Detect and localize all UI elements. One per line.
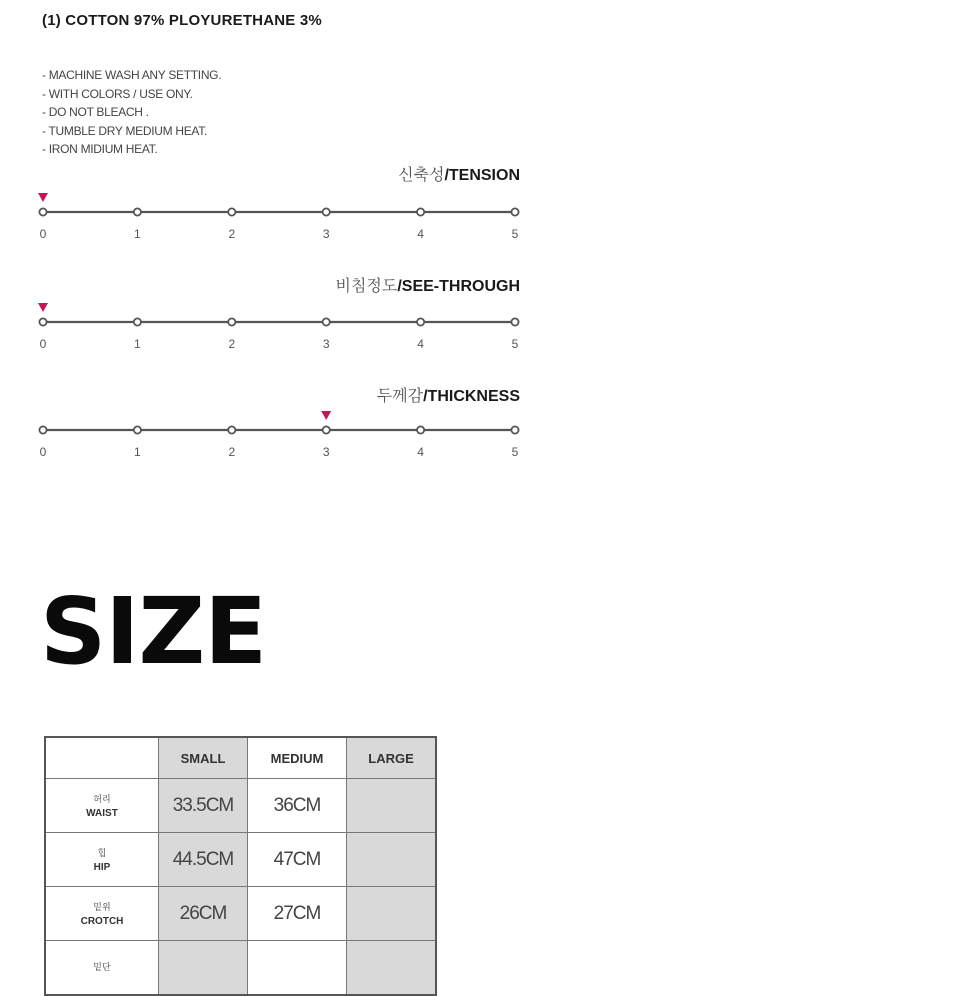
scale-point [417,426,424,433]
cell-medium: 36CM [248,779,347,833]
scale-tick-label: 4 [417,445,424,459]
scale-tick-label: 1 [134,227,141,241]
scale-point [39,318,46,325]
scale-point [134,208,141,215]
size-table [44,736,437,996]
scale-point [228,426,235,433]
tension-scale [30,188,530,248]
scale-point [417,318,424,325]
scale-point [39,426,46,433]
table-row [45,779,436,833]
scale-point [323,318,330,325]
thickness-scale [30,406,530,466]
cell-large [347,779,437,833]
care-instructions [42,66,221,159]
cell-medium: 47CM [248,833,347,887]
scale-tick-label: 3 [322,227,330,241]
cell-medium: 27CM [248,887,347,941]
scale-marker [38,193,48,202]
tension-title-ko: 신축성 [398,167,445,184]
see-through-scale [30,298,530,358]
table-row [45,887,436,941]
care-line: - IRON MIDIUM HEAT. [42,142,158,156]
scale-marker [38,303,48,312]
header-large: LARGE [347,737,437,779]
thickness-title-en: /THICKNESS [423,388,520,405]
scale-tick-label: 2 [228,337,236,351]
scale-tick-label: 5 [511,445,519,459]
scale-tick-label: 0 [39,445,47,459]
row-label-ko: 밑위 [93,902,111,912]
tension-title [398,162,520,185]
cell-small: 44.5CM [159,833,248,887]
scale-tick-label: 1 [134,337,141,351]
row-label-ko: 허리 [93,794,111,804]
see-through-title-ko: 비침정도 [335,278,398,295]
scale-point [511,208,518,215]
scale-point [228,318,235,325]
scale-point [134,318,141,325]
scale-point [511,426,518,433]
size-table-header [45,737,436,779]
row-label-ko: 밑단 [93,961,111,972]
header-blank [45,737,159,779]
scale-tick-label: 1 [134,445,141,459]
scale-tick-label: 2 [228,445,236,459]
thickness-title-ko: 두께감 [376,388,424,405]
scale-tick-label: 2 [228,227,236,241]
scale-tick-label: 0 [39,337,47,351]
cell-medium [248,941,347,996]
see-through-title [336,273,521,296]
scale-point [134,426,141,433]
scale-point [39,208,46,215]
scale-tick-label: 5 [511,227,519,241]
cell-large [347,887,437,941]
row-label [45,833,159,887]
scale-tick-label: 4 [417,227,424,241]
cell-small: 33.5CM [159,779,248,833]
size-heading: SIZE [40,578,267,685]
row-label [45,887,159,941]
care-line: - TUMBLE DRY MEDIUM HEAT. [42,123,207,138]
table-row [45,941,436,996]
row-label-en: CROTCH [80,916,124,927]
scale-point [511,318,518,325]
scale-point [323,426,330,433]
see-through-title-en: /SEE-THROUGH [397,278,520,295]
row-label [45,941,159,996]
cell-large [347,941,437,996]
scale-point [417,208,424,215]
scale-tick-label: 5 [511,337,519,351]
header-medium: MEDIUM [248,737,347,779]
row-label-ko: 힙 [97,848,107,858]
scale-point [228,208,235,215]
header-small: SMALL [159,737,248,779]
scale-tick-label: 0 [39,227,47,241]
scale-marker [321,411,331,420]
row-label-en: WAIST [86,808,118,819]
composition-text: (1) COTTON 97% PLOYURETHANE 3% [42,12,322,29]
scale-tick-label: 4 [417,337,424,351]
scale-tick-label: 3 [322,337,330,351]
care-line: - MACHINE WASH ANY SETTING. [42,68,222,82]
row-label-en: HIP [93,862,111,873]
row-label [45,779,159,833]
cell-small: 26CM [159,887,248,941]
thickness-title [377,383,520,406]
scale-tick-label: 3 [322,445,330,459]
care-line: - DO NOT BLEACH . [42,105,149,119]
table-row [45,833,436,887]
cell-small [159,941,248,996]
scale-point [323,208,330,215]
tension-title-en: /TENSION [444,167,520,184]
cell-large [347,833,437,887]
care-line: - WITH COLORS / USE ONY. [42,86,193,101]
